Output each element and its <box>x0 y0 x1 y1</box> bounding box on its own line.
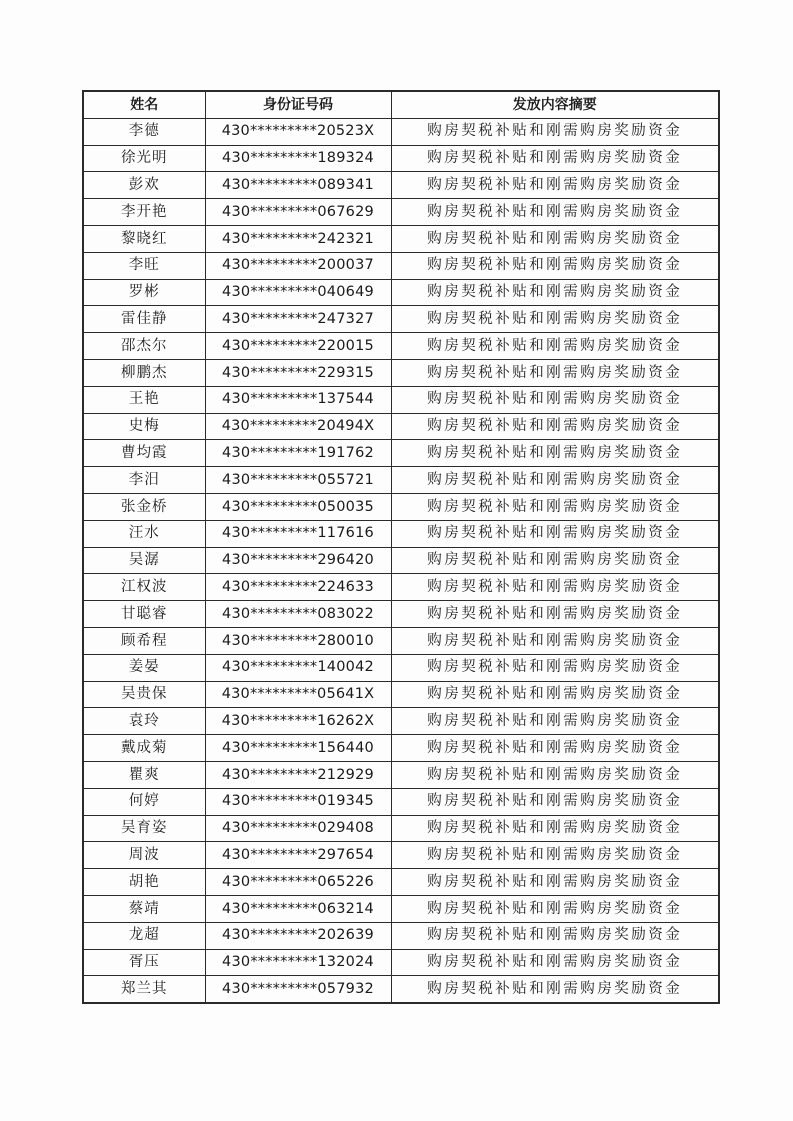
cell-id-number: 430*********050035 <box>205 493 391 520</box>
cell-description: 购房契税补贴和刚需购房奖励资金 <box>391 547 719 574</box>
cell-id-number: 430*********067629 <box>205 199 391 226</box>
cell-description: 购房契税补贴和刚需购房奖励资金 <box>391 895 719 922</box>
cell-name: 史梅 <box>83 413 205 440</box>
table-row <box>83 922 719 949</box>
table-row <box>83 761 719 788</box>
cell-description: 购房契税补贴和刚需购房奖励资金 <box>391 922 719 949</box>
cell-description: 购房契税补贴和刚需购房奖励资金 <box>391 413 719 440</box>
header-row <box>83 91 719 118</box>
cell-description: 购房契税补贴和刚需购房奖励资金 <box>391 359 719 386</box>
cell-name: 柳鹏杰 <box>83 359 205 386</box>
table-row <box>83 788 719 815</box>
cell-name: 胡艳 <box>83 869 205 896</box>
cell-id-number: 430*********212929 <box>205 761 391 788</box>
cell-name: 江权波 <box>83 574 205 601</box>
cell-id-number: 430*********065226 <box>205 869 391 896</box>
table-row <box>83 440 719 467</box>
table-header <box>83 91 719 118</box>
table-row <box>83 815 719 842</box>
table-row <box>83 225 719 252</box>
cell-description: 购房契税补贴和刚需购房奖励资金 <box>391 172 719 199</box>
cell-name: 戴成菊 <box>83 735 205 762</box>
table-row <box>83 145 719 172</box>
cell-description: 购房契税补贴和刚需购房奖励资金 <box>391 306 719 333</box>
cell-name: 李开艳 <box>83 199 205 226</box>
table-row <box>83 601 719 628</box>
table-row <box>83 199 719 226</box>
cell-id-number: 430*********137544 <box>205 386 391 413</box>
table-row <box>83 333 719 360</box>
cell-id-number: 430*********202639 <box>205 922 391 949</box>
cell-description: 购房契税补贴和刚需购房奖励资金 <box>391 735 719 762</box>
cell-id-number: 430*********220015 <box>205 333 391 360</box>
table-row <box>83 681 719 708</box>
cell-description: 购房契税补贴和刚需购房奖励资金 <box>391 601 719 628</box>
cell-description: 购房契税补贴和刚需购房奖励资金 <box>391 333 719 360</box>
cell-name: 何婷 <box>83 788 205 815</box>
cell-description: 购房契税补贴和刚需购房奖励资金 <box>391 708 719 735</box>
table-row <box>83 949 719 976</box>
cell-id-number: 430*********055721 <box>205 467 391 494</box>
table-row <box>83 386 719 413</box>
cell-description: 购房契税补贴和刚需购房奖励资金 <box>391 788 719 815</box>
cell-name: 雷佳静 <box>83 306 205 333</box>
cell-description: 购房契税补贴和刚需购房奖励资金 <box>391 627 719 654</box>
cell-description: 购房契税补贴和刚需购房奖励资金 <box>391 467 719 494</box>
cell-name: 郑兰其 <box>83 976 205 1003</box>
table-row <box>83 842 719 869</box>
cell-name: 曹均霞 <box>83 440 205 467</box>
cell-name: 彭欢 <box>83 172 205 199</box>
table-row <box>83 279 719 306</box>
cell-id-number: 430*********224633 <box>205 574 391 601</box>
cell-description: 购房契税补贴和刚需购房奖励资金 <box>391 574 719 601</box>
cell-description: 购房契税补贴和刚需购房奖励资金 <box>391 842 719 869</box>
cell-id-number: 430*********297654 <box>205 842 391 869</box>
cell-description: 购房契税补贴和刚需购房奖励资金 <box>391 949 719 976</box>
cell-id-number: 430*********117616 <box>205 520 391 547</box>
cell-name: 徐光明 <box>83 145 205 172</box>
cell-id-number: 430*********20523X <box>205 118 391 145</box>
cell-id-number: 430*********20494X <box>205 413 391 440</box>
cell-id-number: 430*********05641X <box>205 681 391 708</box>
cell-name: 瞿爽 <box>83 761 205 788</box>
cell-description: 购房契税补贴和刚需购房奖励资金 <box>391 976 719 1003</box>
cell-description: 购房契税补贴和刚需购房奖励资金 <box>391 493 719 520</box>
table-row <box>83 493 719 520</box>
cell-description: 购房契税补贴和刚需购房奖励资金 <box>391 199 719 226</box>
cell-description: 购房契税补贴和刚需购房奖励资金 <box>391 145 719 172</box>
cell-description: 购房契税补贴和刚需购房奖励资金 <box>391 869 719 896</box>
cell-description: 购房契税补贴和刚需购房奖励资金 <box>391 252 719 279</box>
cell-description: 购房契税补贴和刚需购房奖励资金 <box>391 520 719 547</box>
header-id-number: 身份证号码 <box>205 91 391 118</box>
cell-name: 吴贵保 <box>83 681 205 708</box>
table-row <box>83 118 719 145</box>
cell-id-number: 430*********280010 <box>205 627 391 654</box>
cell-id-number: 430*********229315 <box>205 359 391 386</box>
table-body <box>83 118 719 1003</box>
table-row <box>83 547 719 574</box>
table-row <box>83 172 719 199</box>
table-row <box>83 306 719 333</box>
cell-id-number: 430*********189324 <box>205 145 391 172</box>
cell-id-number: 430*********242321 <box>205 225 391 252</box>
table-row <box>83 895 719 922</box>
cell-id-number: 430*********040649 <box>205 279 391 306</box>
cell-description: 购房契税补贴和刚需购房奖励资金 <box>391 761 719 788</box>
cell-name: 吴育姿 <box>83 815 205 842</box>
table-row <box>83 520 719 547</box>
cell-name: 姜晏 <box>83 654 205 681</box>
cell-id-number: 430*********247327 <box>205 306 391 333</box>
cell-id-number: 430*********191762 <box>205 440 391 467</box>
subsidy-recipient-table <box>82 90 720 1004</box>
cell-id-number: 430*********156440 <box>205 735 391 762</box>
table-row <box>83 735 719 762</box>
cell-name: 王艳 <box>83 386 205 413</box>
cell-description: 购房契税补贴和刚需购房奖励资金 <box>391 225 719 252</box>
cell-id-number: 430*********089341 <box>205 172 391 199</box>
cell-name: 张金桥 <box>83 493 205 520</box>
cell-name: 顾希程 <box>83 627 205 654</box>
table-row <box>83 627 719 654</box>
cell-name: 蔡靖 <box>83 895 205 922</box>
cell-name: 李德 <box>83 118 205 145</box>
cell-id-number: 430*********296420 <box>205 547 391 574</box>
cell-name: 汪水 <box>83 520 205 547</box>
header-description: 发放内容摘要 <box>391 91 719 118</box>
cell-description: 购房契税补贴和刚需购房奖励资金 <box>391 440 719 467</box>
cell-description: 购房契税补贴和刚需购房奖励资金 <box>391 654 719 681</box>
cell-name: 李汨 <box>83 467 205 494</box>
table-row <box>83 654 719 681</box>
cell-name: 吴潺 <box>83 547 205 574</box>
cell-id-number: 430*********200037 <box>205 252 391 279</box>
table-row <box>83 708 719 735</box>
cell-id-number: 430*********132024 <box>205 949 391 976</box>
cell-id-number: 430*********083022 <box>205 601 391 628</box>
table-row <box>83 574 719 601</box>
cell-id-number: 430*********019345 <box>205 788 391 815</box>
cell-name: 李旺 <box>83 252 205 279</box>
cell-id-number: 430*********140042 <box>205 654 391 681</box>
cell-description: 购房契税补贴和刚需购房奖励资金 <box>391 815 719 842</box>
cell-id-number: 430*********16262X <box>205 708 391 735</box>
cell-description: 购房契税补贴和刚需购房奖励资金 <box>391 681 719 708</box>
cell-name: 龙超 <box>83 922 205 949</box>
cell-description: 购房契税补贴和刚需购房奖励资金 <box>391 118 719 145</box>
cell-id-number: 430*********063214 <box>205 895 391 922</box>
table-row <box>83 467 719 494</box>
table-row <box>83 869 719 896</box>
table-row <box>83 413 719 440</box>
cell-name: 罗彬 <box>83 279 205 306</box>
cell-name: 周波 <box>83 842 205 869</box>
cell-name: 甘聪睿 <box>83 601 205 628</box>
cell-description: 购房契税补贴和刚需购房奖励资金 <box>391 279 719 306</box>
table-row <box>83 359 719 386</box>
cell-name: 袁玲 <box>83 708 205 735</box>
cell-id-number: 430*********057932 <box>205 976 391 1003</box>
cell-description: 购房契税补贴和刚需购房奖励资金 <box>391 386 719 413</box>
table-row <box>83 976 719 1003</box>
cell-name: 黎晓红 <box>83 225 205 252</box>
cell-id-number: 430*********029408 <box>205 815 391 842</box>
cell-name: 胥压 <box>83 949 205 976</box>
header-name: 姓名 <box>83 91 205 118</box>
table-row <box>83 252 719 279</box>
cell-name: 邵杰尔 <box>83 333 205 360</box>
